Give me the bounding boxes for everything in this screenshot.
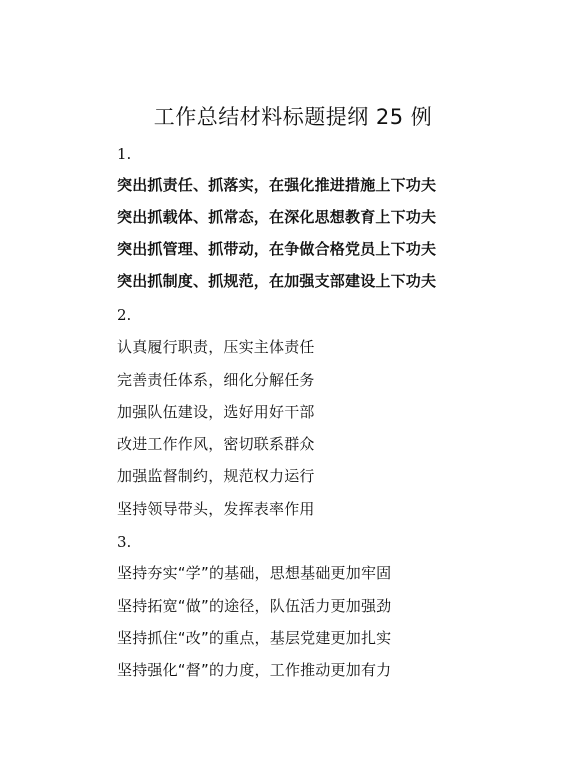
outline-line: 突出抓制度、抓规范，在加强支部建设上下功夫 bbox=[117, 272, 437, 290]
outline-line: 突出抓管理、抓带动，在争做合格党员上下功夫 bbox=[117, 240, 437, 258]
outline-line: 认真履行职责，压实主体责任 bbox=[117, 338, 315, 356]
outline-line: 坚持夯实“学”的基础，思想基础更加牢固 bbox=[117, 564, 392, 582]
outline-line: 完善责任体系，细化分解任务 bbox=[117, 371, 315, 389]
section-number: 1. bbox=[117, 145, 132, 163]
section-number: 2. bbox=[117, 306, 132, 324]
outline-line: 坚持拓宽“做”的途径，队伍活力更加强劲 bbox=[117, 597, 392, 615]
section-number: 3. bbox=[117, 533, 132, 551]
outline-line: 坚持领导带头，发挥表率作用 bbox=[117, 500, 315, 518]
outline-line: 突出抓责任、抓落实，在强化推进措施上下功夫 bbox=[117, 176, 437, 194]
outline-line: 坚持抓住“改”的重点，基层党建更加扎实 bbox=[117, 629, 392, 647]
outline-line: 突出抓载体、抓常态，在深化思想教育上下功夫 bbox=[117, 208, 437, 226]
outline-line: 加强队伍建设，选好用好干部 bbox=[117, 403, 315, 421]
document-title: 工作总结材料标题提纲 25 例 bbox=[153, 105, 433, 129]
outline-line: 加强监督制约，规范权力运行 bbox=[117, 467, 315, 485]
outline-line: 坚持强化“督”的力度，工作推动更加有力 bbox=[117, 661, 392, 679]
outline-line: 改进工作作风，密切联系群众 bbox=[117, 435, 315, 453]
